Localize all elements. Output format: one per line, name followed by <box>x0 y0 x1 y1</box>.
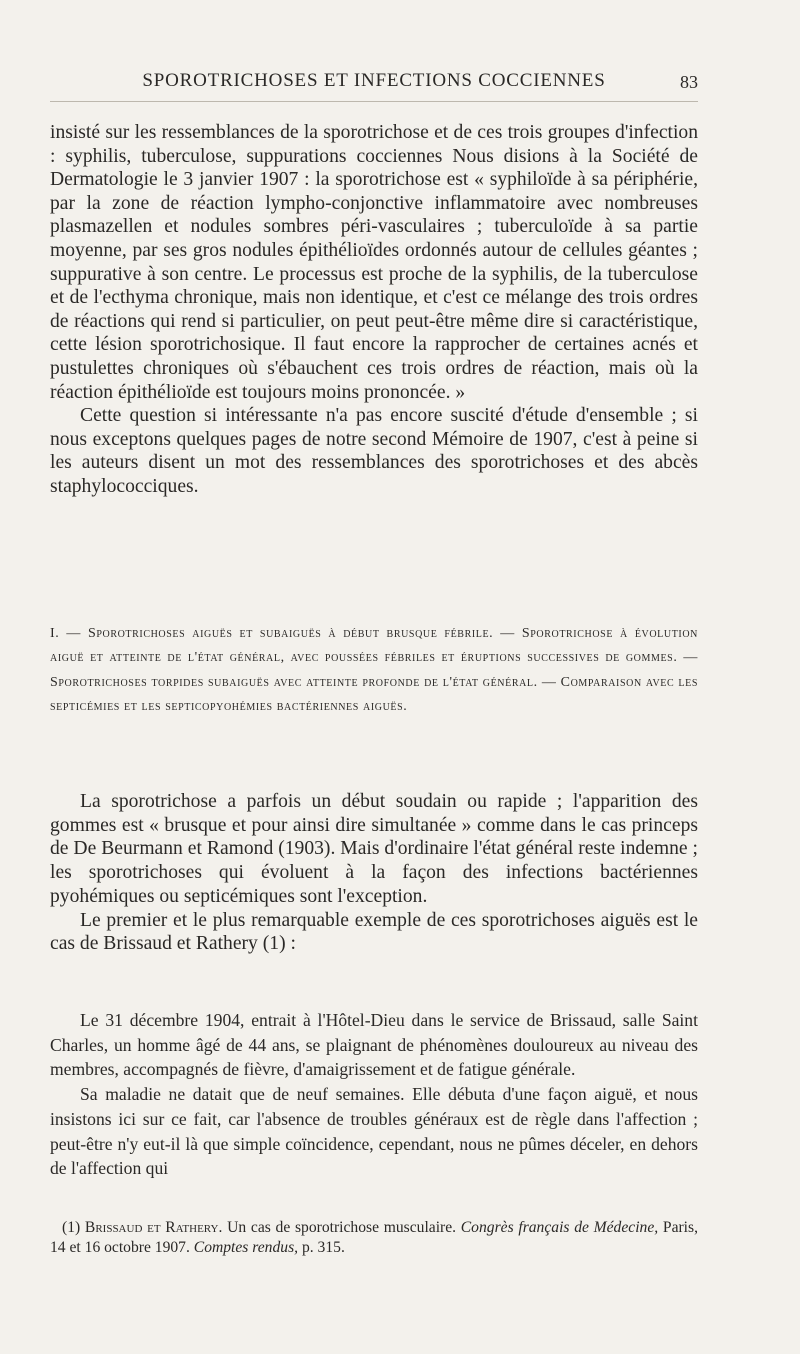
footnote-proceedings: Comptes rendus, <box>193 1238 299 1256</box>
running-title: SPOROTRICHOSES ET INFECTIONS COCCIENNES <box>142 70 606 91</box>
paragraph: insisté sur les ressemblances de la sporotrichose et de ces trois groupes d'infection : syphilis, tuberculose, suppurations cocciennes Nous disions à la Société de Dermatologie le 3 janvier 1907 : la sporotrichose est « syphiloïde à sa périphérie, par la zone de réaction lympho-conjonctive inflammatoire avec nombreuses plasmazellen et nodules sombres péri-vasculaires ; tuberculoïde à sa partie moyenne, par ses gros nodules épithélioïdes ordonnés autour de cellules géantes ; suppurative à son centre. Le processus est proche de la syphilis, de la tuberculose et de l'ecthyma chronique, mais non identique, et c'est ce mélange des trois ordres de réactions qui rend si particulier, on peut peut-être même dire si caractéristique, cette lésion sporotrichosique. Il faut encore la rapprocher de certaines acnés et pustulettes chroniques où s'ébauchent ces trois ordres de réaction, mais où la réaction épithélioïde est toujours moins prononcée. » <box>50 122 698 403</box>
case-observation <box>50 1008 698 1181</box>
footnote-venue: Congrès français de Médecine, <box>460 1219 659 1236</box>
paragraph: Le premier et le plus remarquable exemple de ces sporotrichoses aiguës est le cas de Brissaud et Rathery (1) : <box>50 909 698 955</box>
footnote-text: Un cas de sporotrichose musculaire. <box>227 1219 457 1236</box>
page-header <box>50 70 698 98</box>
section-heading: I. — Sporotrichoses aiguës et subaiguës à début brusque fébrile. — Sporotrichose à évolution aiguë et atteinte de l'état général, avec poussées fébriles et éruptions successives de gommes. — Sporotrichoses torpides subaiguës avec atteinte profonde de l'état général. — Comparaison avec les septicémies et les septicopyohémies bactériennes aiguës. <box>50 626 698 714</box>
footnote-marker: (1) <box>62 1219 81 1236</box>
paragraph: Le 31 décembre 1904, entrait à l'Hôtel-Dieu dans le service de Brissaud, salle Saint Charles, un homme âgé de 44 ans, se plaignant de phénomènes douloureux au niveau des membres, accompagnés de fièvre, d'amaigrissement et de fatigue générale. <box>50 1010 698 1080</box>
footnote <box>50 1218 698 1258</box>
page-number: 83 <box>680 72 698 92</box>
footnote-pages: p. 315. <box>301 1238 345 1256</box>
header-rule <box>50 101 698 102</box>
section-text <box>50 790 698 956</box>
intro-text <box>50 121 698 499</box>
paragraph: Sa maladie ne datait que de neuf semaines. Elle débuta d'une façon aiguë, et nous insistons ici sur ce fait, car l'absence de troubles généraux est de règle dans l'affection ; peut-être n'y eut-il là que simple coïncidence, cependant, nous ne pûmes déceler, en dehors de l'affection qui <box>50 1084 698 1179</box>
footnote-authors: Brissaud et Rathery. <box>84 1219 223 1236</box>
paragraph: La sporotrichose a parfois un début soudain ou rapide ; l'apparition des gommes est « brusque et pour ainsi dire simultanée » comme dans le cas princeps de De Beurmann et Ramond (1903). Mais d'ordinaire l'état général reste indemne ; les sporotrichoses qui évoluent à la façon des infections bactériennes pyohémiques ou septicémiques sont l'exception. <box>50 791 698 907</box>
footnote-place-date: Paris, 14 et 16 octobre 1907. <box>50 1219 698 1256</box>
paragraph: Cette question si intéressante n'a pas encore suscité d'étude d'ensemble ; si nous exceptons quelques pages de notre second Mémoire de 1907, c'est à peine si les auteurs disent un mot des ressemblances des sporotrichoses et des abcès staphylococciques. <box>50 405 698 497</box>
